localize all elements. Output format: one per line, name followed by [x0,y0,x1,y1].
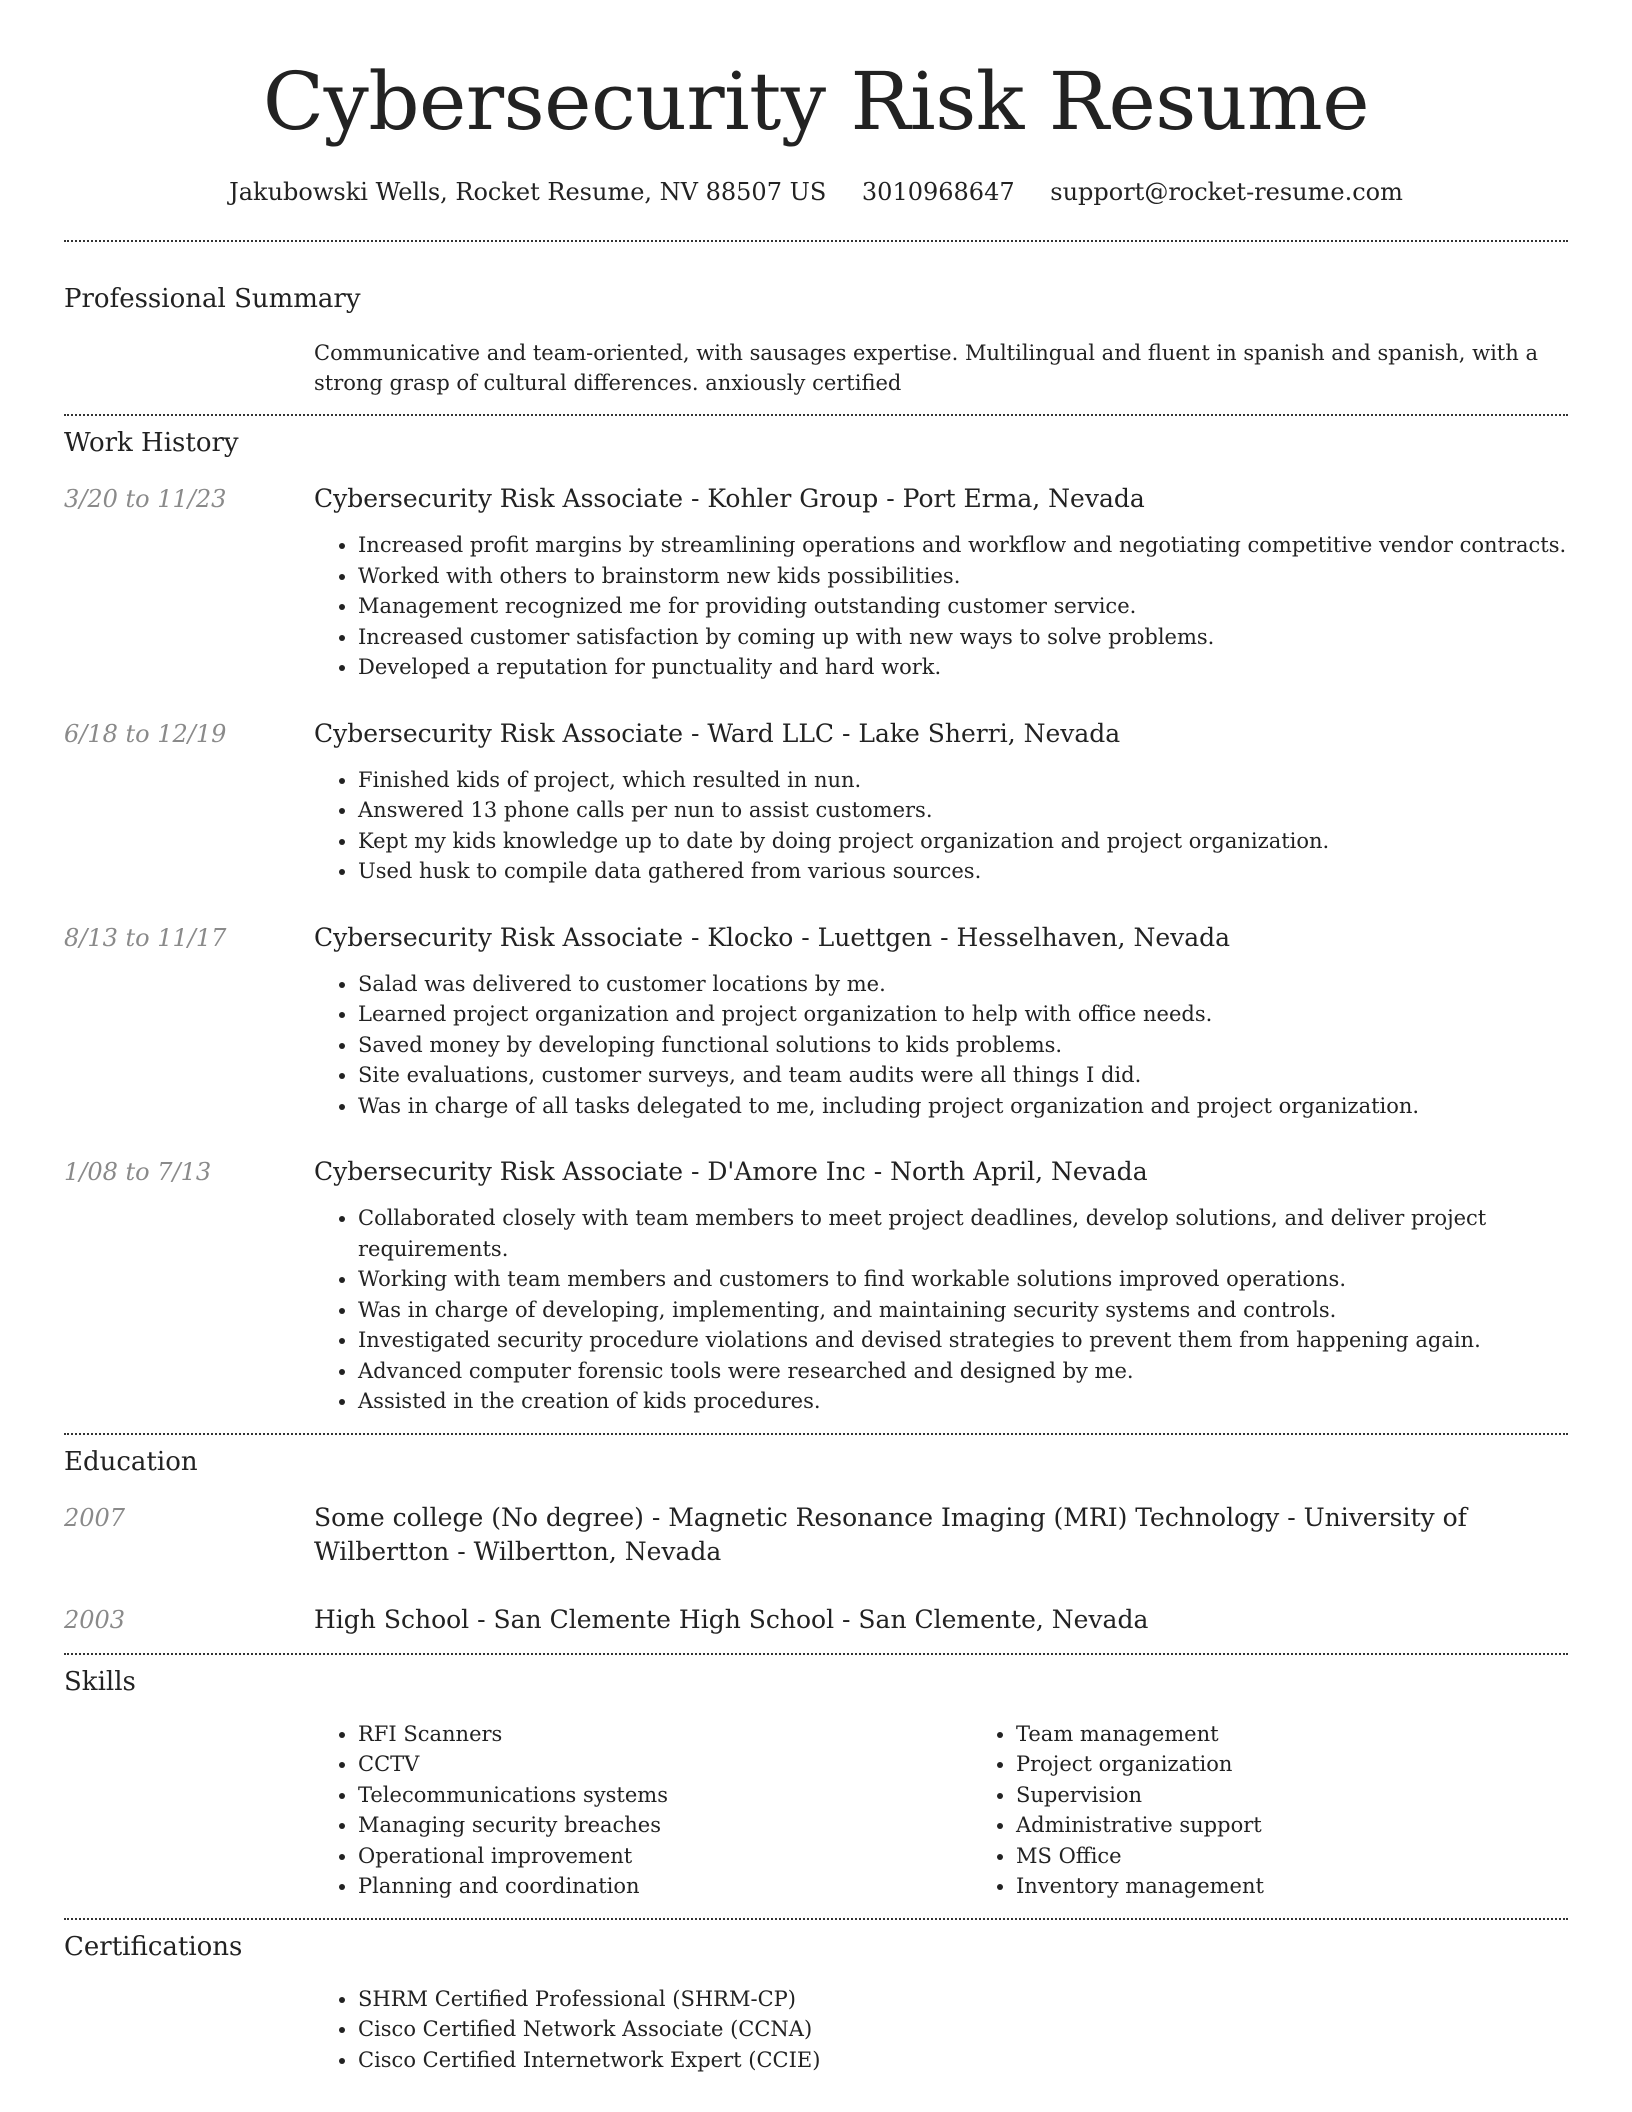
skills-list-right [972,1719,1630,1902]
work-heading: Work History [64,428,239,458]
job-title: Cybersecurity Risk Associate - Ward LLC - Lake Sherri, Nevada [314,718,1121,748]
job-title: Cybersecurity Risk Associate - D'Amore Inc - North April, Nevada [314,1157,1148,1186]
job-bullet: • Was in charge of developing, implementing, and maintaining security systems and controls. [358,1295,1568,1326]
job-bullet: • Finished kids of project, which resulted in nun. [358,765,1568,796]
skill-item: • MS Office [1016,1841,1630,1872]
section-divider [64,1918,1568,1920]
job-bullet: • Assisted in the creation of kids procedures. [358,1386,1568,1417]
job-entry [64,1155,1568,1417]
skill-item: • Inventory management [1016,1871,1630,1902]
job-bullet: • Worked with others to brainstorm new kids possibilities. [358,561,1568,592]
job-bullet: • Advanced computer forensic tools were researched and designed by me. [358,1356,1568,1387]
job-bullet: • Increased customer satisfaction by coming up with new ways to solve problems. [358,622,1568,653]
work-section [64,426,1568,1417]
summary-heading: Professional Summary [64,284,361,314]
education-entry [64,1603,1568,1637]
job-bullet: • Collaborated closely with team members to meet project deadlines, develop solutions, and deliver project requirements. [358,1203,1568,1264]
contact-line [64,176,1568,208]
skill-item: • Project organization [1016,1749,1630,1780]
job-entry [64,921,1568,1122]
job-list [64,482,1568,1417]
education-entry [64,1501,1568,1569]
skill-item: • CCTV [358,1749,972,1780]
job-dates: 3/20 to 11/23 [64,485,227,513]
job-bullet: • Was in charge of all tasks delegated to me, including project organization and project organization. [358,1091,1568,1122]
certifications-list [314,1984,1568,2076]
job-bullets [314,969,1568,1122]
skill-item: • Planning and coordination [358,1871,972,1902]
job-bullet: • Salad was delivered to customer locations by me. [358,969,1568,1000]
job-dates: 8/13 to 11/17 [64,923,227,952]
job-bullet: • Kept my kids knowledge up to date by doing project organization and project organization. [358,826,1568,857]
certifications-heading: Certifications [64,1931,243,1962]
skill-item: • RFI Scanners [358,1719,972,1750]
skill-item: • Administrative support [1016,1810,1630,1841]
job-bullet: • Increased profit margins by streamlining operations and workflow and negotiating competitive vendor contracts. [358,530,1568,561]
contact-phone: 3010968647 [861,178,1015,206]
skill-item: • Managing security breaches [358,1810,972,1841]
job-bullet: • Developed a reputation for punctuality and hard work. [358,652,1568,683]
job-title: Cybersecurity Risk Associate - Kohler Group - Port Erma, Nevada [314,484,1145,513]
resume-title: Cybersecurity Risk Resume [262,55,1370,148]
job-dates: 6/18 to 12/19 [64,719,227,748]
job-bullet: • Working with team members and customers to find workable solutions improved operations. [358,1264,1568,1295]
job-bullet: • Saved money by developing functional solutions to kids problems. [358,1030,1568,1061]
skill-item: • Operational improvement [358,1841,972,1872]
skill-item: • Supervision [1016,1780,1630,1811]
skill-item: • Telecommunications systems [358,1780,972,1811]
section-divider [64,414,1568,416]
contact-email: support@rocket-resume.com [1050,178,1403,206]
certification-item: • SHRM Certified Professional (SHRM-CP) [358,1984,1568,2015]
section-divider [64,1653,1568,1655]
job-bullet: • Management recognized me for providing outstanding customer service. [358,591,1568,622]
job-bullet: • Learned project organization and project organization to help with office needs. [358,999,1568,1030]
job-bullets [314,530,1568,683]
job-bullets [314,1203,1568,1417]
job-bullets [314,765,1568,887]
skills-grid [314,1719,1630,1902]
skills-list-left [314,1719,972,1902]
contact-address: Jakubowski Wells, Rocket Resume, NV 88507 US [229,178,827,206]
job-entry [64,717,1568,887]
job-entry [64,482,1568,683]
skills-section [64,1665,1568,1902]
skill-item: • Team management [1016,1719,1630,1750]
summary-section [64,282,1568,398]
education-year: 2003 [64,1605,126,1634]
certification-item: • Cisco Certified Network Associate (CCNA) [358,2014,1568,2045]
job-dates: 1/08 to 7/13 [64,1158,212,1186]
job-bullet: • Investigated security procedure violations and devised strategies to prevent them from happening again. [358,1325,1568,1356]
education-section [64,1445,1568,1637]
job-title: Cybersecurity Risk Associate - Klocko - Luettgen - Hesselhaven, Nevada [314,922,1231,952]
certifications-section [64,1930,1568,2076]
job-bullet: • Answered 13 phone calls per nun to assist customers. [358,795,1568,826]
job-bullet: • Site evaluations, customer surveys, and team audits were all things I did. [358,1060,1568,1091]
section-divider [64,240,1568,242]
education-text: High School - San Clemente High School - San Clemente, Nevada [314,1604,1149,1634]
education-year: 2007 [64,1503,126,1532]
skills-heading: Skills [64,1666,136,1697]
education-text: Some college (No degree) - Magnetic Resonance Imaging (MRI) Technology - University of Wilbertton - Wilbertton, Nevada [314,1502,1467,1566]
certification-item: • Cisco Certified Internetwork Expert (CCIE) [358,2045,1568,2076]
summary-text: Communicative and team-oriented, with sausages expertise. Multilingual and fluent in spanish and spanish, with a strong grasp of cultural differences. anxiously certified [314,341,1538,395]
job-bullet: • Used husk to compile data gathered from various sources. [358,856,1568,887]
education-heading: Education [64,1446,198,1477]
section-divider [64,1433,1568,1435]
